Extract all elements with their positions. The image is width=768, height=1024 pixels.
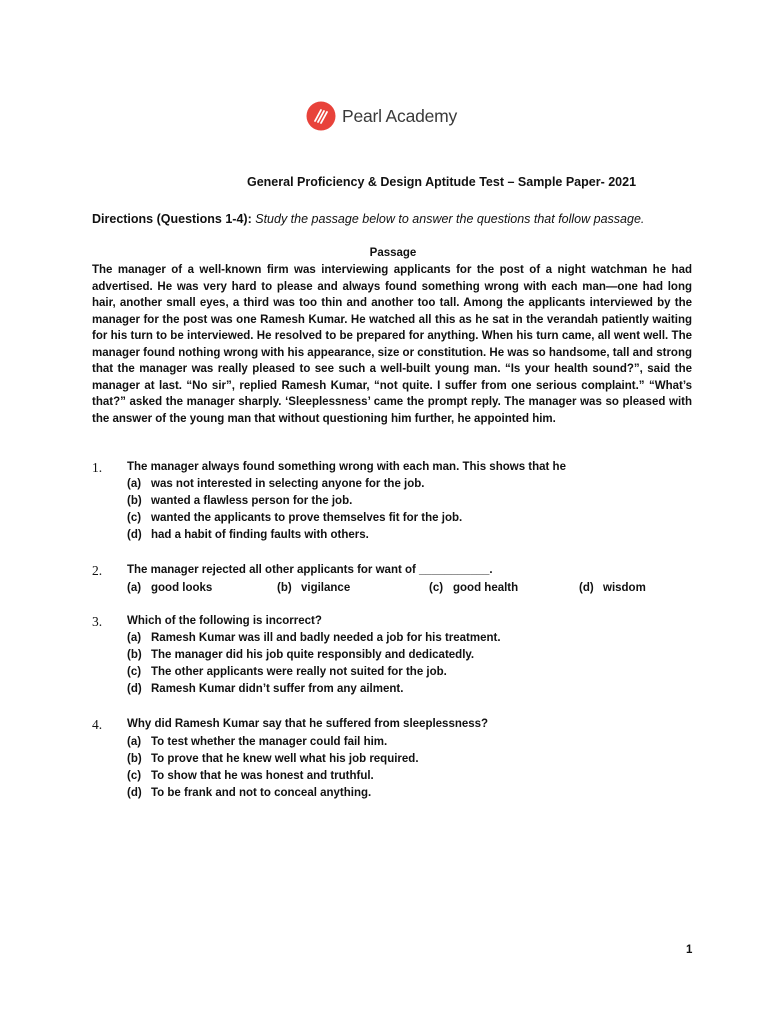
question-option [127, 736, 387, 748]
option-text: To test whether the manager could fail him. [151, 736, 388, 748]
option-label: (c) [127, 770, 142, 782]
option-text: Ramesh Kumar was ill and badly needed a job for his treatment. [151, 632, 501, 644]
question-option [579, 582, 646, 594]
option-text: wanted a flawless person for the job. [151, 495, 353, 507]
option-label: (b) [127, 649, 142, 661]
option-label: (a) [127, 478, 142, 490]
question-option [127, 649, 474, 661]
option-label: (a) [127, 736, 142, 748]
question-option [127, 529, 369, 541]
option-text: To show that he was honest and truthful. [151, 770, 374, 782]
directions-label: Directions (Questions 1-4): [92, 212, 252, 226]
question-option [127, 478, 425, 490]
option-text: wisdom [603, 582, 646, 594]
question-number: 1. [92, 460, 103, 475]
question-option [127, 632, 501, 644]
question-number: 2. [92, 563, 103, 578]
option-text: The other applicants were really not suited for the job. [151, 666, 447, 678]
option-label: (d) [127, 787, 142, 799]
option-text: vigilance [301, 582, 351, 594]
question-option [127, 666, 447, 678]
option-text: good health [453, 582, 519, 594]
page-title: General Proficiency & Design Aptitude Test – Sample Paper- 2021 [247, 175, 637, 189]
option-label: (a) [127, 582, 142, 594]
option-label: (d) [127, 683, 142, 695]
page-number: 1 [686, 944, 693, 956]
question-number: 3. [92, 614, 103, 629]
option-label: (c) [127, 512, 142, 524]
question-text: The manager always found something wrong with each man. This shows that he [127, 461, 566, 473]
passage-body: The manager of a well-known firm was interviewing applicants for the post of a night watchman he had advertised. He was very hard to please and always found something wrong with each man—one had long hair, another small eyes, a third was too thin and another too tall. Among the applicants interviewed by the manager for the post was one Ramesh Kumar. He watched all this as he sat in the verandah patiently waiting for his turn to be interviewed. He resolved to be prepared for anything. When his turn came, all went well. The manager found nothing wrong with his appearance, size or constitution. He was so handsome, tall and strong that the manager was really pleased to see such a well-built young man. “Is your health sound?”, said the manager at last. “No sir”, replied Ramesh Kumar, “not quite. I suffer from one serious complaint.” “What’s that?” asked the manager sharply. ‘Sleeplessness’ came the prompt reply. The manager was so pleased with the answer of the young man that without questioning him further, he appointed him. [92, 264, 692, 425]
option-label: (a) [127, 632, 142, 644]
logo-mark-icon [306, 101, 336, 131]
logo-text: Pearl Academy [342, 105, 458, 126]
question-option [127, 582, 212, 594]
option-label: (b) [127, 753, 142, 765]
question-option [127, 770, 374, 782]
question-option [127, 512, 462, 524]
question-option [429, 582, 518, 594]
option-text: good looks [151, 582, 213, 594]
passage-heading [0, 247, 768, 259]
option-text: had a habit of finding faults with others. [151, 529, 369, 541]
question-text: The manager rejected all other applicants for want of ___________. [127, 564, 493, 576]
option-label: (c) [127, 666, 142, 678]
question-option [127, 753, 419, 765]
passage-heading-text: Passage [369, 247, 417, 259]
pearl-academy-logo [306, 99, 457, 133]
option-label: (d) [579, 582, 594, 594]
directions [92, 212, 644, 226]
option-text: wanted the applicants to prove themselves fit for the job. [151, 512, 463, 524]
question-text: Which of the following is incorrect? [127, 615, 322, 627]
question-number: 4. [92, 717, 103, 732]
option-text: To prove that he knew well what his job required. [151, 753, 419, 765]
question-option [277, 582, 350, 594]
option-label: (b) [127, 495, 142, 507]
option-text: To be frank and not to conceal anything. [151, 787, 372, 799]
option-label: (c) [429, 582, 444, 594]
directions-text: Study the passage below to answer the questions that follow passage. [255, 212, 645, 226]
question-option [127, 787, 371, 799]
question-option [127, 683, 403, 695]
option-label: (b) [277, 582, 292, 594]
option-text: The manager did his job quite responsibly and dedicatedly. [151, 649, 475, 661]
option-text: Ramesh Kumar didn’t suffer from any ailment. [151, 683, 404, 695]
option-label: (d) [127, 529, 142, 541]
question-text: Why did Ramesh Kumar say that he suffered from sleeplessness? [127, 718, 489, 730]
question-option [127, 495, 352, 507]
option-text: was not interested in selecting anyone for the job. [151, 478, 425, 490]
